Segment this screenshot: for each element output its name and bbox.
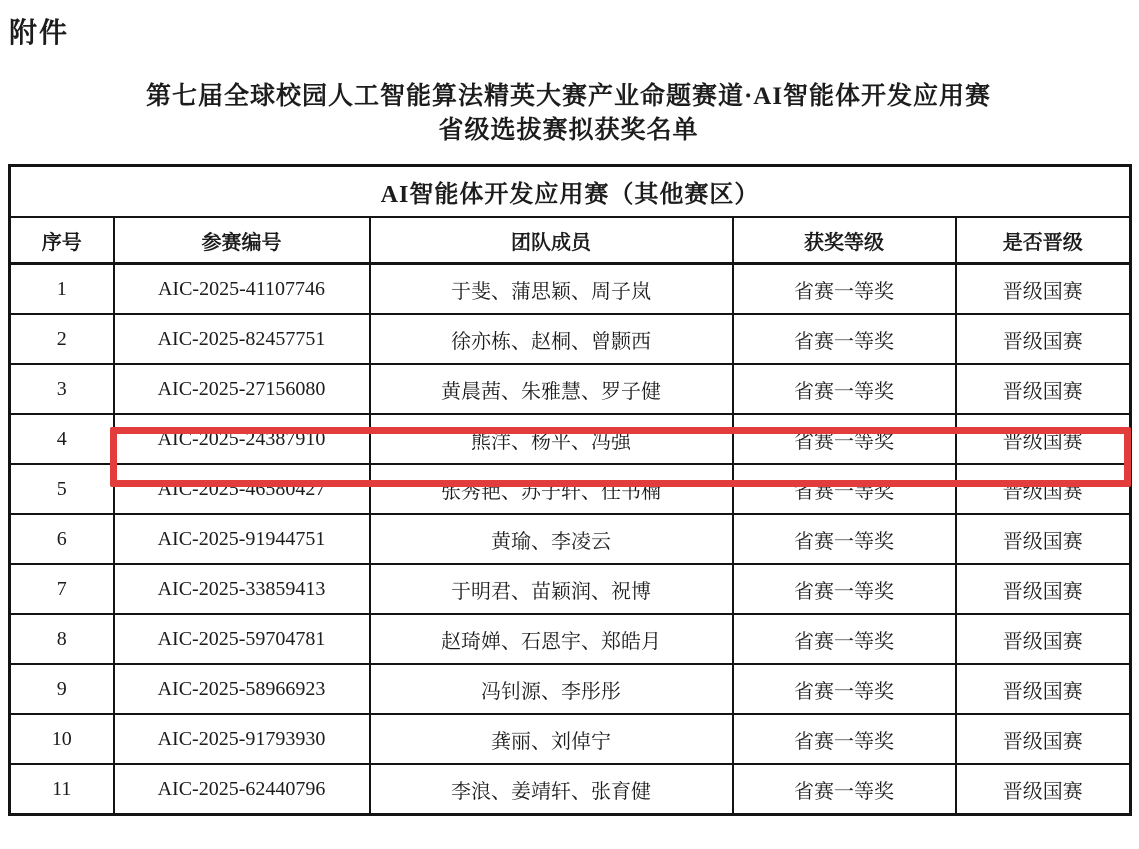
cell-no: 7	[10, 564, 114, 614]
cell-advance: 晋级国赛	[956, 414, 1131, 464]
cell-award: 省赛一等奖	[733, 514, 956, 564]
cell-members: 张秀艳、苏子轩、任书楠	[370, 464, 733, 514]
cell-no: 6	[10, 514, 114, 564]
cell-award: 省赛一等奖	[733, 714, 956, 764]
cell-members: 于明君、苗颖润、祝博	[370, 564, 733, 614]
column-header-advance: 是否晋级	[956, 217, 1131, 264]
cell-advance: 晋级国赛	[956, 714, 1131, 764]
cell-no: 4	[10, 414, 114, 464]
table-row	[10, 714, 1131, 764]
attachment-label: 附件	[9, 17, 70, 48]
cell-no: 8	[10, 614, 114, 664]
table-body	[10, 264, 1131, 815]
cell-entry_id: AIC-2025-58966923	[114, 664, 370, 714]
cell-entry_id: AIC-2025-59704781	[114, 614, 370, 664]
cell-award: 省赛一等奖	[733, 264, 956, 315]
cell-members: 赵琦婵、石恩宇、郑皓月	[370, 614, 733, 664]
cell-entry_id: AIC-2025-24387910	[114, 414, 370, 464]
cell-members: 黄瑜、李凌云	[370, 514, 733, 564]
cell-members: 龚丽、刘倬宁	[370, 714, 733, 764]
table-row	[10, 364, 1131, 414]
cell-entry_id: AIC-2025-33859413	[114, 564, 370, 614]
cell-advance: 晋级国赛	[956, 314, 1131, 364]
column-header-entry-id: 参赛编号	[114, 217, 370, 264]
table-row	[10, 614, 1131, 664]
title-line-2: 省级选拔赛拟获奖名单	[438, 117, 699, 144]
cell-no: 9	[10, 664, 114, 714]
table-header-row	[10, 217, 1131, 264]
cell-members: 于斐、蒲思颖、周子岚	[370, 264, 733, 315]
column-header-members: 团队成员	[370, 217, 733, 264]
column-header-award: 获奖等级	[733, 217, 956, 264]
cell-award: 省赛一等奖	[733, 364, 956, 414]
cell-members: 黄晨茜、朱雅慧、罗子健	[370, 364, 733, 414]
cell-entry_id: AIC-2025-41107746	[114, 264, 370, 315]
cell-no: 2	[10, 314, 114, 364]
cell-award: 省赛一等奖	[733, 464, 956, 514]
cell-award: 省赛一等奖	[733, 314, 956, 364]
cell-members: 李浪、姜靖轩、张育健	[370, 764, 733, 815]
title-line-1: 第七届全球校园人工智能算法精英大赛产业命题赛道·AI智能体开发应用赛	[145, 83, 992, 110]
cell-award: 省赛一等奖	[733, 664, 956, 714]
cell-no: 3	[10, 364, 114, 414]
table-row	[10, 464, 1131, 514]
table-row	[10, 314, 1131, 364]
cell-advance: 晋级国赛	[956, 564, 1131, 614]
cell-entry_id: AIC-2025-46580427	[114, 464, 370, 514]
cell-award: 省赛一等奖	[733, 614, 956, 664]
table-row	[10, 664, 1131, 714]
cell-advance: 晋级国赛	[956, 514, 1131, 564]
cell-advance: 晋级国赛	[956, 464, 1131, 514]
table-row	[10, 764, 1131, 815]
cell-advance: 晋级国赛	[956, 364, 1131, 414]
cell-members: 冯钊源、李彤彤	[370, 664, 733, 714]
cell-entry_id: AIC-2025-27156080	[114, 364, 370, 414]
cell-entry_id: AIC-2025-91944751	[114, 514, 370, 564]
cell-award: 省赛一等奖	[733, 564, 956, 614]
cell-members: 熊洋、杨平、冯强	[370, 414, 733, 464]
table-row	[10, 564, 1131, 614]
cell-no: 10	[10, 714, 114, 764]
cell-award: 省赛一等奖	[733, 764, 956, 815]
award-table	[8, 164, 1132, 816]
cell-advance: 晋级国赛	[956, 664, 1131, 714]
cell-members: 徐亦栋、赵桐、曾颢西	[370, 314, 733, 364]
table-row	[10, 514, 1131, 564]
cell-advance: 晋级国赛	[956, 264, 1131, 315]
table-row	[10, 414, 1131, 464]
cell-advance: 晋级国赛	[956, 614, 1131, 664]
cell-entry_id: AIC-2025-62440796	[114, 764, 370, 815]
cell-no: 5	[10, 464, 114, 514]
column-header-no: 序号	[10, 217, 114, 264]
cell-no: 1	[10, 264, 114, 315]
table-row	[10, 264, 1131, 315]
table-caption: AI智能体开发应用赛（其他赛区）	[10, 166, 1131, 218]
table-caption-row	[10, 166, 1131, 218]
document-title	[8, 80, 1129, 148]
cell-award: 省赛一等奖	[733, 414, 956, 464]
cell-entry_id: AIC-2025-82457751	[114, 314, 370, 364]
cell-entry_id: AIC-2025-91793930	[114, 714, 370, 764]
cell-advance: 晋级国赛	[956, 764, 1131, 815]
cell-no: 11	[10, 764, 114, 815]
